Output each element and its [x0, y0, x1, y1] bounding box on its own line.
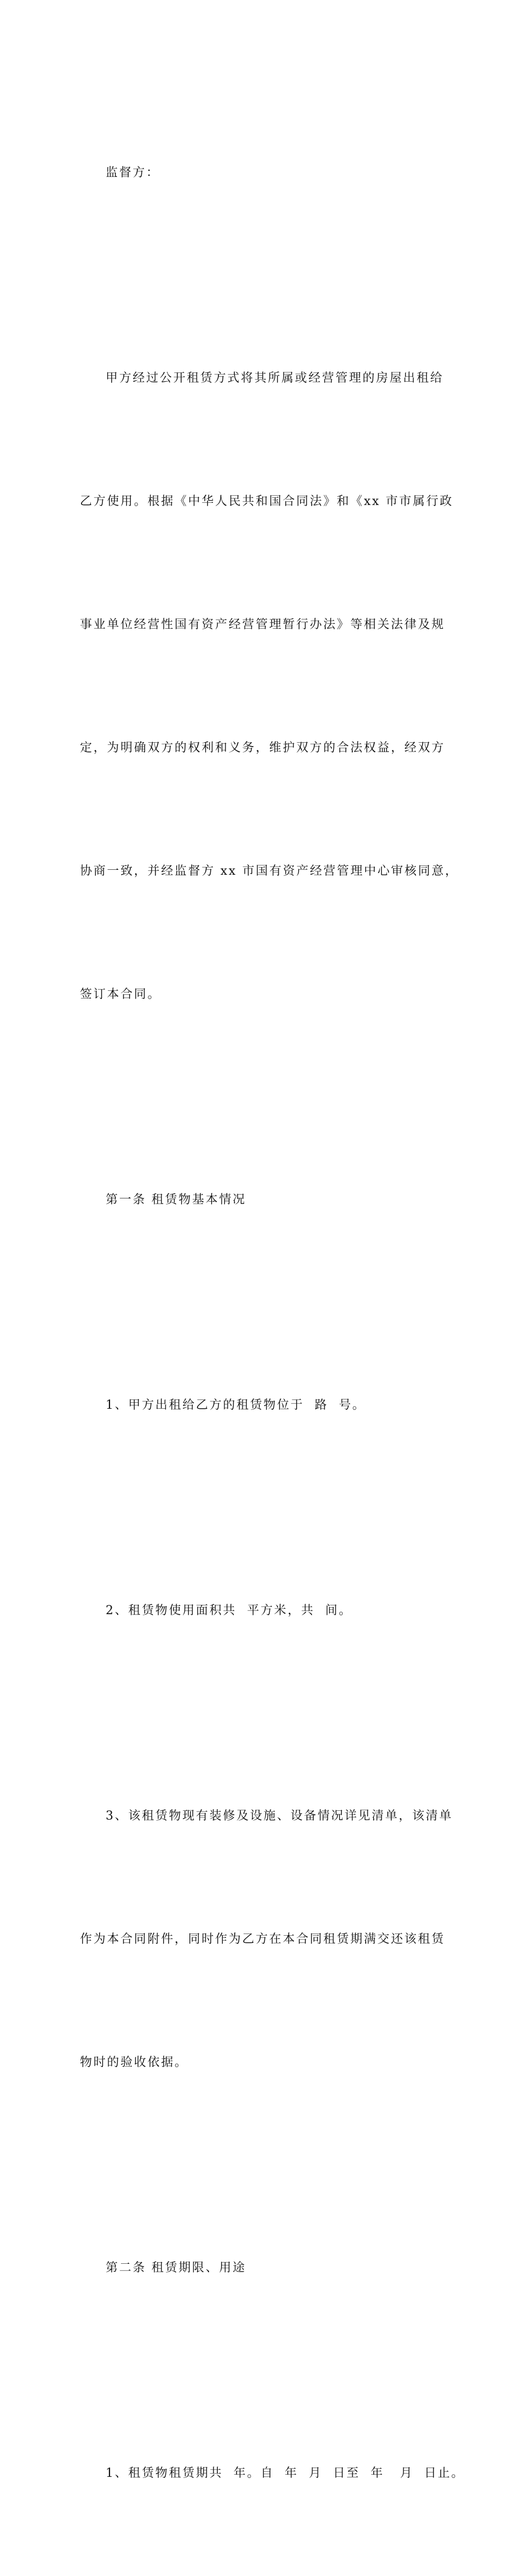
text-line: 甲方经过公开租赁方式将其所属或经营管理的房屋出租给 — [106, 371, 444, 385]
text-line: 2、租赁物使用面积共 平方米，共 间。 — [106, 1604, 353, 1617]
text-line: 物时的验收依据。 — [80, 2056, 188, 2069]
text-line: 签订本合同。 — [80, 988, 161, 1001]
text-line: 3、该租赁物现有装修及设施、设备情况详见清单，该清单 — [106, 1809, 453, 1823]
text-line: 第二条 租赁期限、用途 — [106, 2261, 246, 2275]
preamble-paragraph — [80, 276, 459, 1097]
supervisor-label — [80, 70, 441, 276]
text-line: 定，为明确双方的权利和义务，维护双方的合法权益，经双方 — [80, 741, 445, 755]
article1-item1 — [80, 1303, 441, 1508]
text-line: 监督方： — [106, 166, 160, 180]
text-line: 协商一致，并经监督方 xx 市国有资产经营管理中心审核同意， — [80, 864, 459, 878]
text-line: 1、甲方出租给乙方的租赁物位于 路 号。 — [106, 1398, 366, 1412]
contract-body — [80, 70, 465, 2576]
article1-item3 — [80, 1713, 453, 2165]
text-line: 作为本合同附件，同时作为乙方在本合同租赁期满交还该租赁 — [80, 1932, 445, 1946]
text-line: 事业单位经营性国有资产经营管理暂行办法》等相关法律及规 — [80, 618, 445, 632]
article2-heading — [80, 2165, 441, 2371]
article2-item1 — [80, 2371, 465, 2576]
text-line: 第一条 租赁物基本情况 — [106, 1193, 246, 1207]
text-line: 乙方使用。根据《中华人民共和国合同法》和《xx 市市属行政 — [80, 495, 454, 508]
article1-heading — [80, 1097, 441, 1303]
text-line: 1、租赁物租赁期共 年。自 年 月 日至 年 月 日止。 — [106, 2466, 465, 2480]
article1-item2 — [80, 1508, 441, 1713]
